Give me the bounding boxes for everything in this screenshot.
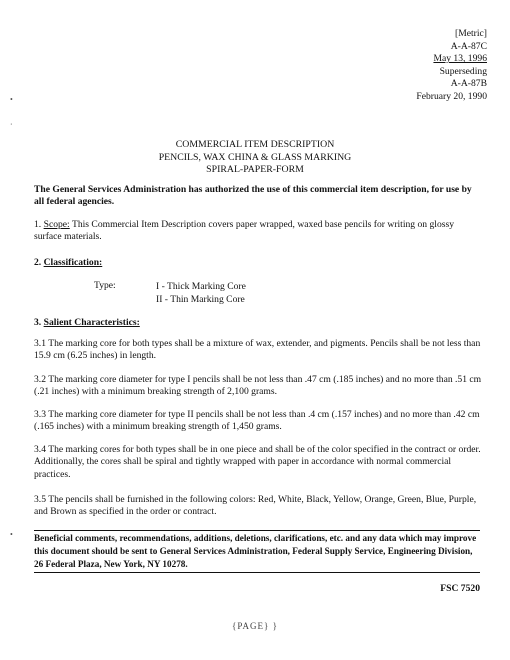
margin-mark: • <box>10 530 13 539</box>
paragraph-3-3: 3.3 The marking core diameter for type II pencils shall be not less than .4 cm (.157 inches) and no more than .42 cm (.165 inches) with a minimum breaking strength of 1,450 grams. <box>34 409 480 433</box>
paragraph-3-2: 3.2 The marking core diameter for type I pencils shall be not less than .47 cm (.185 inches) and no more than .51 cm (.21 inches) with a minimum breaking strength of 2,100 grams. <box>34 374 482 398</box>
scope-number: 1. <box>34 219 42 230</box>
classification-number: 2. <box>34 257 42 268</box>
document-header <box>416 28 487 103</box>
salient-heading-row <box>34 317 482 329</box>
paragraph-3-4: 3.4 The marking cores for both types shall be in one piece and shall be of the color specified in the contract or order. Additionally, the cores shall be spiral and tightly wrapped with paper in accordance with normal commercial practices. <box>34 444 481 480</box>
scope-section <box>34 219 482 244</box>
scope-text: This Commercial Item Description covers paper wrapped, waxed base pencils for writing on glossy surface materials. <box>34 219 455 243</box>
classification-heading: Classification: <box>43 257 103 268</box>
scope-heading: Scope: <box>43 219 70 230</box>
comments-box: Beneficial comments, recommendations, additions, deletions, clarifications, etc. and any data which may improve this document should be sent to General Services Administration, Federal Supply Service, Engineering Division, 26 Federal Plaza, New York, NY 10278. <box>34 530 480 573</box>
superseded-id: A-A-87B <box>450 78 487 89</box>
document-date: May 13, 1996 <box>433 53 487 64</box>
type-label: Type: <box>94 280 116 291</box>
classification-heading-row <box>34 257 482 269</box>
salient-heading: Salient Characteristics: <box>43 317 140 328</box>
title-line-3: SPIRAL-PAPER-FORM <box>206 164 304 175</box>
title-line-1: COMMERCIAL ITEM DESCRIPTION <box>175 139 335 150</box>
superseding-label: Superseding <box>439 65 487 77</box>
salient-number: 3. <box>34 317 42 328</box>
fsc-code: FSC 7520 <box>440 583 480 594</box>
document-title <box>0 139 510 177</box>
paragraph-3-1: 3.1 The marking core for both types shall be a mixture of wax, extender, and pigments. Pencils shall be not less than 15.9 cm (6.25 inches) in length. <box>34 338 481 362</box>
superseded-date: February 20, 1990 <box>416 90 487 102</box>
page-footer: {PAGE} } <box>232 621 278 631</box>
type-item: I - Thick Marking Core <box>156 281 246 292</box>
margin-mark: • <box>10 95 13 104</box>
margin-mark: ‧ <box>10 120 13 129</box>
paragraph-3-5: 3.5 The pencils shall be furnished in the following colors: Red, White, Black, Yellow, Orange, Green, Blue, Purple, and Brown as specified in the order or contract. <box>34 494 477 518</box>
type-item: II - Thin Marking Core <box>156 294 245 305</box>
title-line-2: PENCILS, WAX CHINA & GLASS MARKING <box>158 151 352 163</box>
metric-label: [Metric] <box>455 28 487 39</box>
authorization-statement: The General Services Administration has authorized the use of this commercial item description, for use by all federal agencies. <box>34 184 472 208</box>
document-id: A-A-87C <box>450 40 487 52</box>
